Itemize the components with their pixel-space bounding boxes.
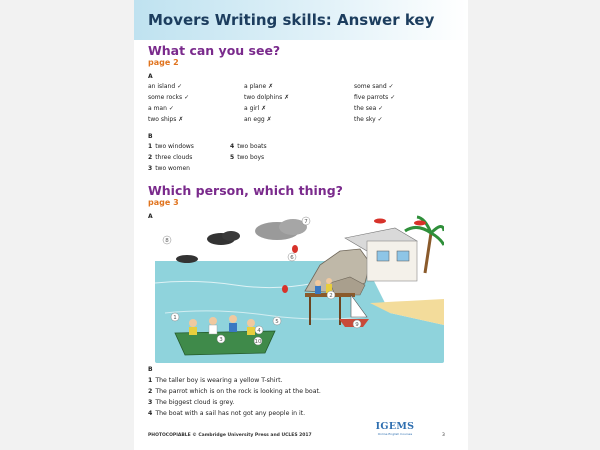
list-item: two dolphins ✗: [244, 94, 290, 101]
house-window: [397, 251, 409, 261]
beach-scene-illustration: [155, 213, 444, 363]
part-a-label: A: [148, 213, 153, 220]
flying-parrot: [414, 221, 426, 226]
page-number: 3: [442, 433, 445, 438]
list-item: a plane ✗: [244, 83, 274, 90]
house: [367, 241, 417, 281]
scene-number-1: 1: [173, 315, 177, 321]
logo-text: IGEMS: [375, 421, 415, 432]
scene-number-5: 5: [275, 319, 279, 325]
list-item: 3 two women: [148, 165, 190, 172]
part-a-label: A: [148, 73, 153, 80]
scene-number-9: 9: [355, 322, 359, 328]
list-item: 4 two boats: [230, 143, 267, 150]
person-head: [209, 317, 217, 325]
list-item: 5 two boys: [230, 154, 265, 161]
list-item: a girl ✗: [244, 105, 267, 112]
scene-number-6: 6: [290, 255, 294, 261]
scene-number-10: 10: [254, 339, 262, 345]
sentence-item: 1 The taller boy is wearing a yellow T-shirt.: [148, 377, 283, 384]
flying-parrot: [374, 219, 386, 224]
person-head: [315, 280, 321, 286]
sentence-item: 3 The biggest cloud is grey.: [148, 399, 235, 406]
part-b-label: B: [148, 133, 153, 140]
list-item: some rocks ✓: [148, 94, 190, 101]
scene-number-4: 4: [257, 328, 261, 334]
dark-cloud: [176, 255, 198, 263]
list-item: a man ✓: [148, 105, 174, 112]
list-item: some sand ✓: [354, 83, 394, 90]
logo-subtitle: Online English Courses: [377, 432, 413, 436]
page-title: Movers Writing skills: Answer key: [148, 11, 435, 29]
section-page-ref: page 3: [148, 198, 179, 207]
list-item: five parrots ✓: [354, 94, 396, 101]
worksheet-page: [134, 0, 468, 450]
list-item: the sky ✓: [354, 116, 383, 123]
scene-svg: [155, 213, 444, 363]
list-item: an island ✓: [148, 83, 183, 90]
parrot-on-rock: [292, 245, 298, 253]
person-head: [326, 278, 332, 284]
list-item: an egg ✗: [244, 116, 272, 123]
section-page-ref: page 2: [148, 58, 179, 67]
scene-number-8: 8: [165, 238, 169, 244]
section-title-what-can-you-see: What can you see?: [148, 43, 281, 58]
person-head: [189, 319, 197, 327]
list-item: 1 two windows: [148, 143, 194, 150]
sentence-item: 2 The parrot which is on the rock is looking at the boat.: [148, 388, 321, 395]
part-b-label: B: [148, 366, 153, 373]
person-head: [229, 315, 237, 323]
list-item: the sea ✓: [354, 105, 384, 112]
igems-logo: [364, 421, 426, 436]
list-item: two ships ✗: [148, 116, 184, 123]
scene-number-7: 7: [304, 219, 308, 225]
parrot-on-rock: [282, 285, 288, 293]
header-banner: [134, 0, 468, 40]
scene-number-2: 2: [329, 293, 333, 299]
copyright-footer: PHOTOCOPIABLE © Cambridge University Press and UCLES 2017: [148, 433, 312, 438]
person-head: [247, 319, 255, 327]
house-window: [377, 251, 389, 261]
list-item: 2 three clouds: [148, 154, 193, 161]
section-title-which-person: Which person, which thing?: [148, 183, 343, 198]
sentence-item: 4 The boat with a sail has not got any people in it.: [148, 410, 306, 417]
scene-number-3: 3: [219, 337, 223, 343]
